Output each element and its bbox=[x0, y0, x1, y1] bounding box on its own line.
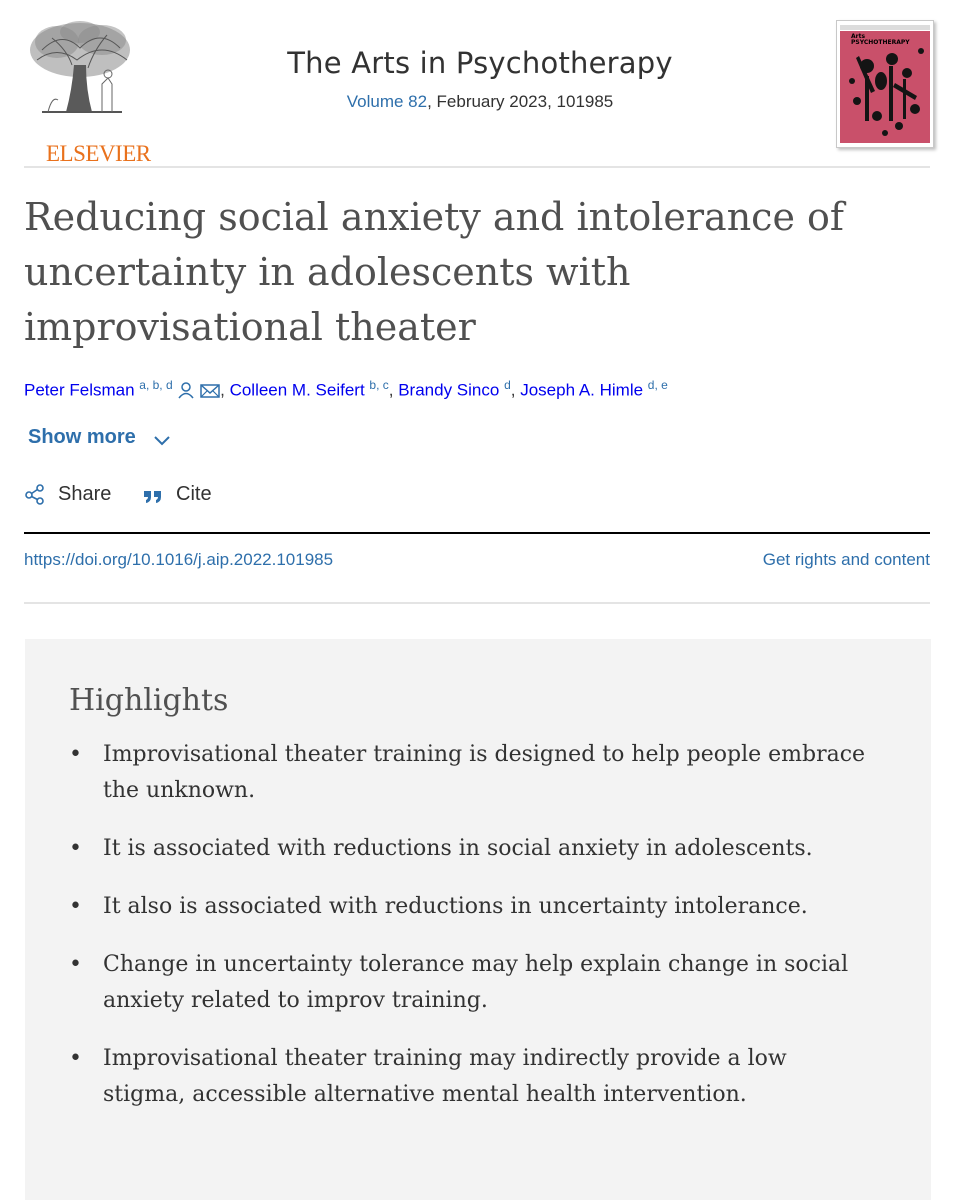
doi-divider bbox=[24, 602, 930, 604]
list-item bbox=[69, 889, 869, 925]
highlights-panel bbox=[25, 639, 931, 1200]
list-item bbox=[69, 947, 869, 1019]
publisher-name: ELSEVIER bbox=[46, 141, 151, 166]
bullet: • bbox=[69, 836, 82, 861]
author-name[interactable]: Colleen M. Seifert bbox=[229, 380, 365, 400]
show-more-button[interactable] bbox=[28, 426, 171, 449]
share-icon bbox=[24, 483, 46, 511]
highlights-heading: Highlights bbox=[69, 683, 229, 718]
author-affiliations[interactable]: d, e bbox=[647, 378, 668, 392]
volume-line bbox=[180, 92, 780, 112]
cover-artwork bbox=[837, 21, 933, 147]
bullet: • bbox=[69, 894, 82, 919]
author-separator: , bbox=[220, 380, 230, 400]
author-list bbox=[24, 378, 930, 404]
journal-cover[interactable] bbox=[836, 20, 934, 148]
cite-button[interactable] bbox=[142, 483, 212, 511]
list-item bbox=[69, 831, 869, 867]
author-name[interactable]: Peter Felsman bbox=[24, 380, 135, 400]
author-name[interactable]: Brandy Sinco bbox=[398, 380, 500, 400]
chevron-down-icon bbox=[153, 435, 171, 447]
toolbar-divider bbox=[24, 532, 930, 534]
envelope-icon[interactable] bbox=[200, 383, 220, 404]
header-divider bbox=[24, 166, 930, 168]
quote-icon bbox=[142, 485, 164, 511]
doi-link[interactable]: https://doi.org/10.1016/j.aip.2022.101985 bbox=[24, 550, 334, 569]
article-title: Reducing social anxiety and intolerance of uncertainty in adolescents with improvisational theater bbox=[24, 195, 844, 349]
bullet: • bbox=[69, 1046, 82, 1071]
highlight-text: Change in uncertainty tolerance may help explain change in social anxiety related to improv training. bbox=[103, 952, 849, 1013]
author-separator: , bbox=[388, 380, 399, 400]
author-affiliations[interactable]: a, b, d bbox=[139, 378, 173, 392]
show-more-label: Show more bbox=[28, 426, 136, 448]
cite-label: Cite bbox=[176, 483, 212, 505]
bullet: • bbox=[69, 952, 82, 977]
author-separator: , bbox=[510, 380, 521, 400]
journal-title[interactable]: The Arts in Psychotherapy bbox=[287, 46, 673, 80]
list-item bbox=[69, 1041, 869, 1113]
article-header bbox=[0, 0, 956, 168]
share-button[interactable] bbox=[24, 483, 111, 511]
person-icon[interactable] bbox=[177, 381, 195, 404]
volume-link[interactable]: Volume 82 bbox=[346, 92, 428, 111]
highlights-list bbox=[69, 737, 869, 1135]
publisher-logo[interactable] bbox=[22, 20, 151, 166]
list-item bbox=[69, 737, 869, 809]
highlight-text: Improvisational theater training is designed to help people embrace the unknown. bbox=[103, 742, 866, 803]
rights-link[interactable]: Get rights and content bbox=[762, 550, 930, 569]
cover-label-psychotherapy: PSYCHOTHERAPY bbox=[851, 39, 910, 46]
highlight-text: Improvisational theater training may indirectly provide a low stigma, accessible alternative mental health intervention. bbox=[103, 1046, 787, 1107]
issue-details: , February 2023, 101985 bbox=[427, 92, 614, 111]
tree-logo-icon bbox=[22, 20, 138, 120]
author-affiliations[interactable]: b, c bbox=[369, 378, 389, 392]
share-label: Share bbox=[58, 483, 112, 505]
author-name[interactable]: Joseph A. Himle bbox=[520, 380, 644, 400]
cover-label-arts: Arts bbox=[851, 33, 866, 40]
bullet: • bbox=[69, 742, 82, 767]
highlight-text: It also is associated with reductions in uncertainty intolerance. bbox=[103, 894, 808, 919]
highlight-text: It is associated with reductions in social anxiety in adolescents. bbox=[103, 836, 813, 861]
author-affiliations[interactable]: d bbox=[504, 378, 511, 392]
